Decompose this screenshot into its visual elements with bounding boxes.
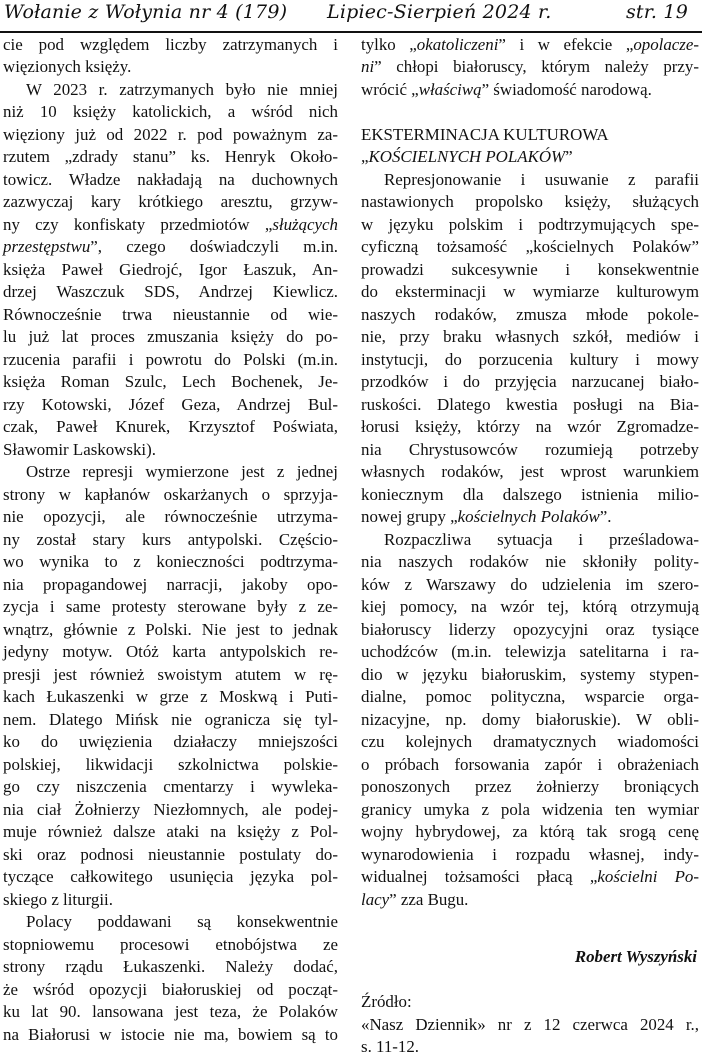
text-line bbox=[361, 304, 699, 326]
text-span: skiego z liturgii. bbox=[3, 890, 113, 909]
text-span: Polacy poddawani są konsekwentnie bbox=[26, 912, 338, 931]
text-line bbox=[361, 596, 699, 618]
text-span: ” bbox=[565, 147, 573, 166]
section-heading-line bbox=[361, 124, 699, 146]
text-span: ruskości. Dlatego kwestia posługi na Bia- bbox=[361, 395, 699, 414]
text-line bbox=[361, 776, 699, 798]
text-span: ”, czego doświadczyli m.in. bbox=[90, 237, 338, 256]
text-span: ” świadomość narodową. bbox=[481, 80, 652, 99]
text-span: własnych rodaków, jest wprost warunkiem bbox=[361, 462, 699, 481]
text-line bbox=[361, 551, 699, 573]
text-span: dialne, pomoc polityczna, wsparcie orga- bbox=[361, 687, 699, 706]
text-line bbox=[3, 866, 338, 888]
text-span: w języku polskim i podtrzymujących spe- bbox=[361, 215, 699, 234]
text-span: jedyny motyw. Otóż karta antypolskich re- bbox=[3, 642, 338, 661]
text-line bbox=[3, 259, 338, 281]
text-span: cyficzną tożsamość „kościelnych Polaków” bbox=[361, 237, 699, 256]
text-span: Sławomir Laskowski). bbox=[3, 440, 156, 459]
text-span: ny został stary kurs antypolski. Częścio- bbox=[3, 530, 338, 549]
italic-text: opolacze- bbox=[633, 35, 699, 54]
publication-title: Wołanie z Wołynia nr 4 (179) bbox=[4, 1, 288, 23]
text-span: nizacyjne, np. domy białoruskie). W obli- bbox=[361, 710, 699, 729]
text-span: s. 11-12. bbox=[361, 1037, 420, 1056]
text-span: strony w kapłanów oskarżanych o sprzyja- bbox=[3, 485, 338, 504]
text-line bbox=[3, 146, 338, 168]
text-span: Źródło: bbox=[361, 992, 412, 1011]
text-line bbox=[361, 56, 699, 78]
text-line bbox=[3, 124, 338, 146]
text-line bbox=[3, 844, 338, 866]
text-span: więzionych księży. bbox=[3, 57, 132, 76]
text-line bbox=[361, 991, 699, 1013]
italic-text: okatoliczeni bbox=[416, 35, 499, 54]
text-line bbox=[361, 394, 699, 416]
text-span: księża Paweł Giedrojć, Igor Łaszuk, An- bbox=[3, 260, 338, 279]
text-span: go czy niszczenia cmentarzy i wywleka- bbox=[3, 777, 338, 796]
text-line bbox=[3, 214, 338, 236]
text-line bbox=[361, 709, 699, 731]
text-line bbox=[3, 731, 338, 753]
text-span: uchodźców (m.in. telewizja satelitarna i ra- bbox=[361, 642, 699, 661]
text-span: EKSTERMINACJA KULTUROWA bbox=[361, 125, 609, 144]
text-line bbox=[361, 439, 699, 461]
text-span: że wśród opozycji białoruskiej od począt- bbox=[3, 980, 338, 999]
text-span: nem. Dlatego Mińsk nie ogranicza się tyl- bbox=[3, 710, 338, 729]
text-line bbox=[3, 956, 338, 978]
text-span: czak, Paweł Knurek, Krzysztof Poświata, bbox=[3, 417, 338, 436]
text-span: o próbach forsowania zapór i obrażeniach bbox=[361, 755, 699, 774]
text-line bbox=[3, 934, 338, 956]
text-span: kiej pomocy, na wzór tej, którą otrzymują bbox=[361, 597, 699, 616]
italic-text: przestępstwu bbox=[3, 237, 91, 256]
text-line bbox=[361, 506, 699, 528]
text-span: drzej Waszczuk SDS, Andrzej Kiewlicz. bbox=[3, 282, 338, 301]
text-span: instytucji, do porzucenia kultury i mowy bbox=[361, 350, 699, 369]
text-line bbox=[361, 799, 699, 821]
text-span: nia propagandowej narracji, jakoby opo- bbox=[3, 575, 338, 594]
text-line bbox=[3, 439, 338, 461]
text-span: rzy Kotowski, Józef Geza, Andrzej Bul- bbox=[3, 395, 338, 414]
text-line bbox=[3, 169, 338, 191]
issue-date: Lipiec-Sierpień 2024 r. bbox=[327, 1, 552, 23]
text-line bbox=[3, 236, 338, 258]
italic-text: kościelni Po- bbox=[597, 867, 699, 886]
text-span: zazwyczaj kary krótkiego aresztu, grzyw- bbox=[3, 192, 338, 211]
text-span: czu kolejnych dramatycznych wiadomości bbox=[361, 732, 699, 751]
text-line bbox=[361, 731, 699, 753]
text-line bbox=[3, 34, 338, 56]
text-span: do eksterminacji w wymiarze kulturowym bbox=[361, 282, 699, 301]
text-line bbox=[361, 529, 699, 551]
text-line bbox=[361, 889, 699, 911]
text-span: Ostrze represji wymierzone jest z jednej bbox=[26, 462, 338, 481]
text-line bbox=[3, 56, 338, 78]
text-span: dio w języku białoruskim, systemy stypen- bbox=[361, 665, 699, 684]
text-span: ski oraz podnosi nieustannie postulaty do- bbox=[3, 845, 338, 864]
text-line bbox=[361, 236, 699, 258]
italic-text: lacy bbox=[361, 890, 390, 909]
text-line bbox=[3, 484, 338, 506]
text-span: wynarodowienia i rozpadu własnej, indy- bbox=[361, 845, 699, 864]
text-span: Równocześnie trwa nieustannie od wie- bbox=[3, 305, 338, 324]
text-span: cie pod względem liczby zatrzymanych i bbox=[3, 35, 338, 54]
text-span: lu już lat proces zmuszania księży do po- bbox=[3, 327, 338, 346]
text-line bbox=[361, 821, 699, 843]
text-span: ku lat 90. lansowana jest teza, że Polaków bbox=[3, 1002, 338, 1021]
italic-text: właściwą bbox=[418, 80, 482, 99]
text-span: ” zza Bugu. bbox=[389, 890, 469, 909]
text-span: nowej grupy „ bbox=[361, 507, 458, 526]
text-span: wo wynika to z konieczności podtrzyma- bbox=[3, 552, 338, 571]
text-span: widualnej tożsamości płacą „ bbox=[361, 867, 598, 886]
text-span: nia ciał Żołnierzy Niezłomnych, ale podej- bbox=[3, 800, 338, 819]
text-line bbox=[361, 169, 699, 191]
text-line bbox=[3, 619, 338, 641]
text-span: Represjonowanie i usuwanie z parafii bbox=[384, 170, 699, 189]
text-line bbox=[3, 596, 338, 618]
text-span: ko do uwięzienia działaczy mniejszości bbox=[3, 732, 338, 751]
author-signature bbox=[361, 946, 699, 968]
text-line bbox=[361, 191, 699, 213]
text-span: na Białorusi w istocie nie ma, bowiem są to bbox=[3, 1025, 338, 1044]
text-span: kach Łukaszenki w grze z Moskwą i Puti- bbox=[3, 687, 338, 706]
text-line bbox=[3, 1001, 338, 1023]
text-line bbox=[3, 799, 338, 821]
text-line bbox=[3, 641, 338, 663]
text-line bbox=[3, 889, 338, 911]
text-span: księża Roman Szulc, Lech Bochenek, Je- bbox=[3, 372, 338, 391]
text-span: nastawionych propolsko księży, służących bbox=[361, 192, 699, 211]
text-span: granicy umyka z pola widzenia ten wymiar bbox=[361, 800, 699, 819]
text-line bbox=[3, 574, 338, 596]
text-line bbox=[3, 551, 338, 573]
text-span: prowadzi sukcesywnie i konsekwentnie bbox=[361, 260, 699, 279]
text-span: „ bbox=[361, 147, 369, 166]
text-line bbox=[3, 101, 338, 123]
text-span: tylko „ bbox=[361, 35, 417, 54]
text-span: ny czy konfiskaty przedmiotów „ bbox=[3, 215, 273, 234]
text-line bbox=[361, 754, 699, 776]
text-line bbox=[3, 281, 338, 303]
text-span: ” i w efekcie „ bbox=[498, 35, 634, 54]
text-line bbox=[3, 349, 338, 371]
text-line bbox=[3, 506, 338, 528]
text-line bbox=[361, 281, 699, 303]
text-line bbox=[3, 326, 338, 348]
text-span: niż 10 księży katolickich, a wśród nich bbox=[3, 102, 338, 121]
text-line bbox=[361, 664, 699, 686]
text-span: rzutem „zdrady stanu” ks. Henryk Około- bbox=[3, 147, 338, 166]
text-span: ponoszonych przez żołnierzy broniących bbox=[361, 777, 699, 796]
text-line bbox=[361, 349, 699, 371]
text-span: przodków i do przyjęcia narzucanej biało- bbox=[361, 372, 699, 391]
text-span: zycja i same protesty sterowane były z ze- bbox=[3, 597, 338, 616]
text-line bbox=[361, 1014, 699, 1036]
text-span: wojny hybrydowej, za którą tak srogą cenę bbox=[361, 822, 699, 841]
text-line bbox=[3, 1024, 338, 1046]
text-span: stopniowemu procesowi etnobójstwa ze bbox=[3, 935, 338, 954]
text-line bbox=[3, 79, 338, 101]
text-span: nie opozycji, ale równocześnie utrzyma- bbox=[3, 507, 338, 526]
text-line bbox=[361, 259, 699, 281]
text-line bbox=[361, 844, 699, 866]
text-line bbox=[3, 754, 338, 776]
text-line bbox=[361, 641, 699, 663]
text-span: ków z Warszawy do udzielenia im szero- bbox=[361, 575, 699, 594]
text-span: nia Chrystusowców rozumieją potrzeby bbox=[361, 440, 699, 459]
header-rule bbox=[0, 31, 702, 33]
text-span: wrócić „ bbox=[361, 80, 419, 99]
text-line bbox=[361, 574, 699, 596]
text-line bbox=[3, 371, 338, 393]
text-line bbox=[3, 664, 338, 686]
text-line bbox=[3, 979, 338, 1001]
text-line bbox=[3, 709, 338, 731]
text-line bbox=[3, 686, 338, 708]
text-line bbox=[361, 416, 699, 438]
text-line bbox=[361, 686, 699, 708]
text-line bbox=[3, 529, 338, 551]
text-line bbox=[3, 821, 338, 843]
text-line bbox=[361, 214, 699, 236]
text-line bbox=[3, 911, 338, 933]
text-span: tyczące całkowitego usunięcia języka pol- bbox=[3, 867, 338, 886]
text-line bbox=[3, 461, 338, 483]
text-span: nia naszych rodaków nie skłoniły polity- bbox=[361, 552, 699, 571]
text-line bbox=[361, 371, 699, 393]
text-span: nie, przy braku własnych szkół, mediów i bbox=[361, 327, 699, 346]
text-line bbox=[3, 304, 338, 326]
text-line bbox=[3, 416, 338, 438]
text-line bbox=[361, 484, 699, 506]
page-number: str. 19 bbox=[625, 1, 688, 23]
text-span: koniecznym dla dalszego istnienia milio- bbox=[361, 485, 699, 504]
text-span: Robert Wyszyński bbox=[574, 947, 697, 966]
text-span: ” chłopi białoruscy, którym należy przy- bbox=[374, 57, 699, 76]
text-line bbox=[3, 776, 338, 798]
text-span: «Nasz Dziennik» nr z 12 czerwca 2024 r., bbox=[361, 1015, 699, 1034]
text-span: naszych rodaków, zmusza młode pokole- bbox=[361, 305, 699, 324]
text-span: towicz. Władze nakładają na duchownych bbox=[3, 170, 338, 189]
text-line bbox=[361, 619, 699, 641]
text-span: więziony już od 2022 r. pod poważnym za- bbox=[3, 125, 338, 144]
italic-text: służących bbox=[272, 215, 338, 234]
text-line bbox=[3, 394, 338, 416]
text-span: rzucenia parafii i powrotu do Polski (m.in. bbox=[3, 350, 338, 369]
text-line bbox=[361, 326, 699, 348]
text-span: strony rządu Łukaszenki. Należy dodać, bbox=[3, 957, 338, 976]
text-line bbox=[361, 34, 699, 56]
section-heading-line bbox=[361, 146, 699, 168]
text-line bbox=[3, 191, 338, 213]
text-span: ”. bbox=[599, 507, 612, 526]
text-line bbox=[361, 79, 699, 101]
italic-text: kościelnych Polaków bbox=[457, 507, 600, 526]
text-span: łorusi księży, którzy na wzór Zgromadze- bbox=[361, 417, 699, 436]
text-line bbox=[361, 1036, 699, 1058]
italic-text: ni bbox=[361, 57, 375, 76]
text-span: wnątrz, głównie z Polski. Nie jest to jednak bbox=[3, 620, 338, 639]
text-span: W 2023 r. zatrzymanych było nie mniej bbox=[26, 80, 338, 99]
text-span: polskiej, likwidacji szkolnictwa polskie- bbox=[3, 755, 338, 774]
italic-text: KOŚCIELNYCH POLAKÓW bbox=[368, 147, 566, 166]
text-span: białoruscy liderzy opozycyjni oraz tysiące bbox=[361, 620, 699, 639]
text-line bbox=[361, 866, 699, 888]
text-line bbox=[361, 461, 699, 483]
page-header bbox=[0, 0, 702, 30]
text-span: presji jest również swoistym atutem w rę- bbox=[3, 665, 338, 684]
text-span: muje również dalsze ataki na księży z Pol- bbox=[3, 822, 338, 841]
text-span: Rozpaczliwa sytuacja i prześladowa- bbox=[384, 530, 699, 549]
